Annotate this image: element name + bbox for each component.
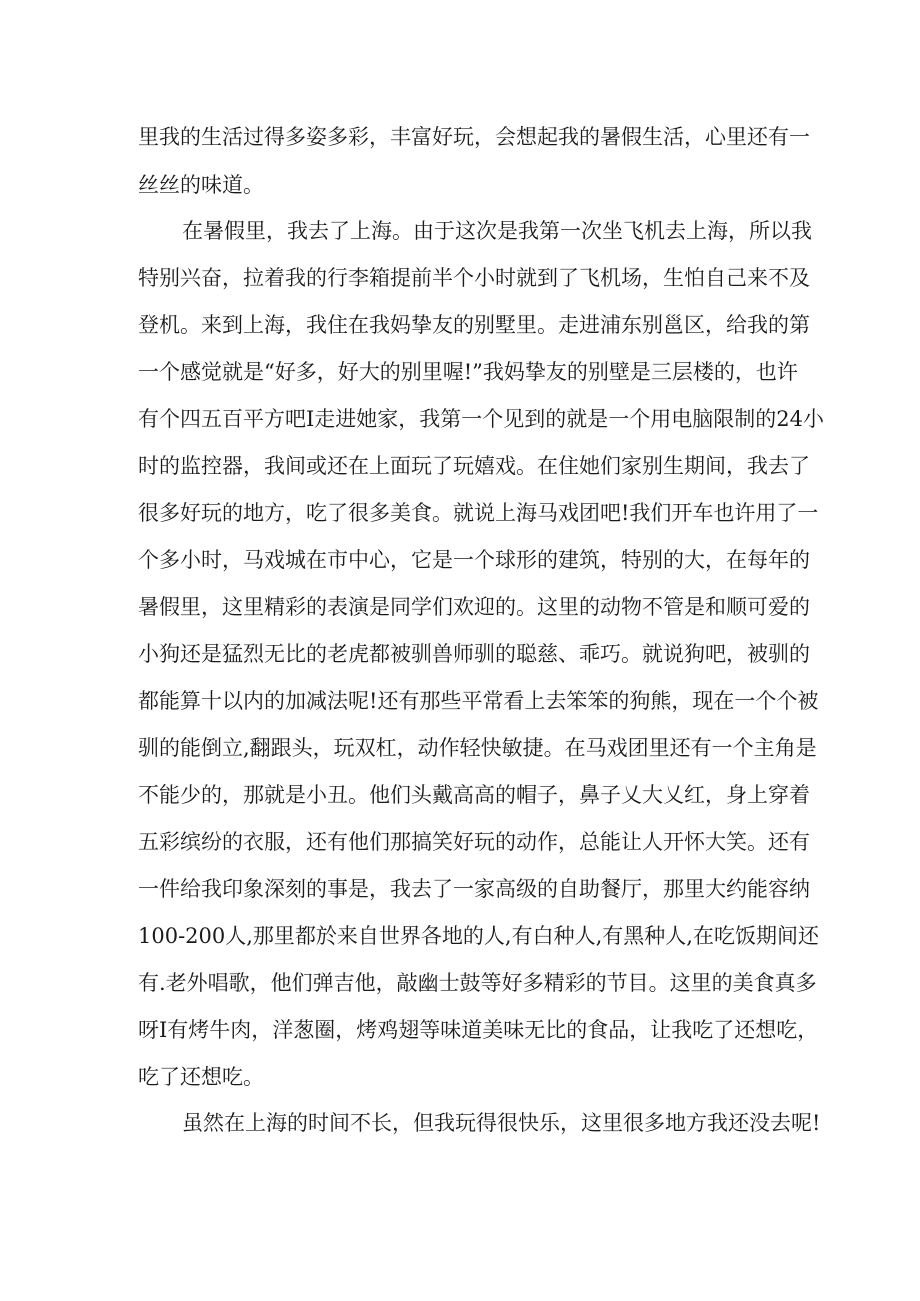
text-line: 个多小时，马戏城在市中心，它是一个球形的建筑，特别的大，在每年的 — [138, 548, 810, 572]
text-line: 不能少的，那就是小丑。他们头戴高高的帽子，鼻子乂大乂红，身上穿着 — [138, 783, 810, 807]
text-line: 有个四五百平方吧I走进她家，我第一个见到的就是一个用电脑限制的24小 — [138, 407, 825, 431]
text-line: 五彩缤纷的衣服，还有他们那搞笑好玩的动作，总能让人开怀大笑。还有 — [138, 830, 810, 854]
text-line: 吃了还想吃。 — [138, 1065, 264, 1089]
text-line: 都能算十以内的加减法呢!还有那些平常看上去笨笨的狗熊，现在一个个被 — [138, 689, 819, 713]
text-line: 呀I有烤牛肉，洋葱圈，烤鸡翅等味道美味无比的食品，让我吃了还想吃， — [138, 1018, 819, 1042]
text-line: 特别兴奋，拉着我的行李箱提前半个小时就到了飞机场，生怕自己来不及 — [138, 266, 810, 290]
text-line: 一件给我印象深刻的事是，我去了一家高级的自助餐厅，那里大约能容纳 — [138, 877, 810, 901]
text-line: 一个感觉就是“好多，好大的别里喔!”我妈挚友的别壁是三层楼的，也许 — [138, 360, 798, 384]
text-line: 在暑假里，我去了上海。由于这次是我第一次坐飞机去上海，所以我 — [182, 219, 812, 243]
text-line: 虽然在上海的时间不长，但我玩得很快乐，这里很多地方我还没去呢! — [182, 1111, 821, 1135]
text-line: 里我的生活过得多姿多彩，丰富好玩，会想起我的暑假生活，心里还有一 — [138, 125, 810, 149]
text-line: 时的监控器，我间或还在上面玩了玩嬉戏。在住她们家别生期间，我去了 — [138, 454, 810, 478]
text-line: 丝丝的味道。 — [138, 173, 264, 197]
text-line: 驯的能倒立,翻跟头，玩双杠，动作轻快敏捷。在马戏团里还有一个主角是 — [138, 736, 817, 760]
text-line: 小狗还是猛烈无比的老虎都被驯兽师驯的聪慈、乖巧。就说狗吧，被驯的 — [138, 642, 810, 666]
text-line: 登机。来到上海，我住在我妈挚友的别墅里。走进浦东别邕区，给我的第 — [138, 313, 810, 337]
text-line: 暑假里，这里精彩的表演是同学们欢迎的。这里的动物不管是和顺可爱的 — [138, 595, 810, 619]
text-line: 有.老外唱歌，他们弹吉他，敲幽士鼓等好多精彩的节目。这里的美食真多 — [138, 971, 817, 995]
text-line: 100-200人,那里都於来自世界各地的人,有白种人,有黑种人,在吃饭期间还 — [138, 924, 819, 948]
text-line: 很多好玩的地方，吃了很多美食。就说上海马戏团吧!我们开车也许用了一 — [138, 501, 819, 525]
